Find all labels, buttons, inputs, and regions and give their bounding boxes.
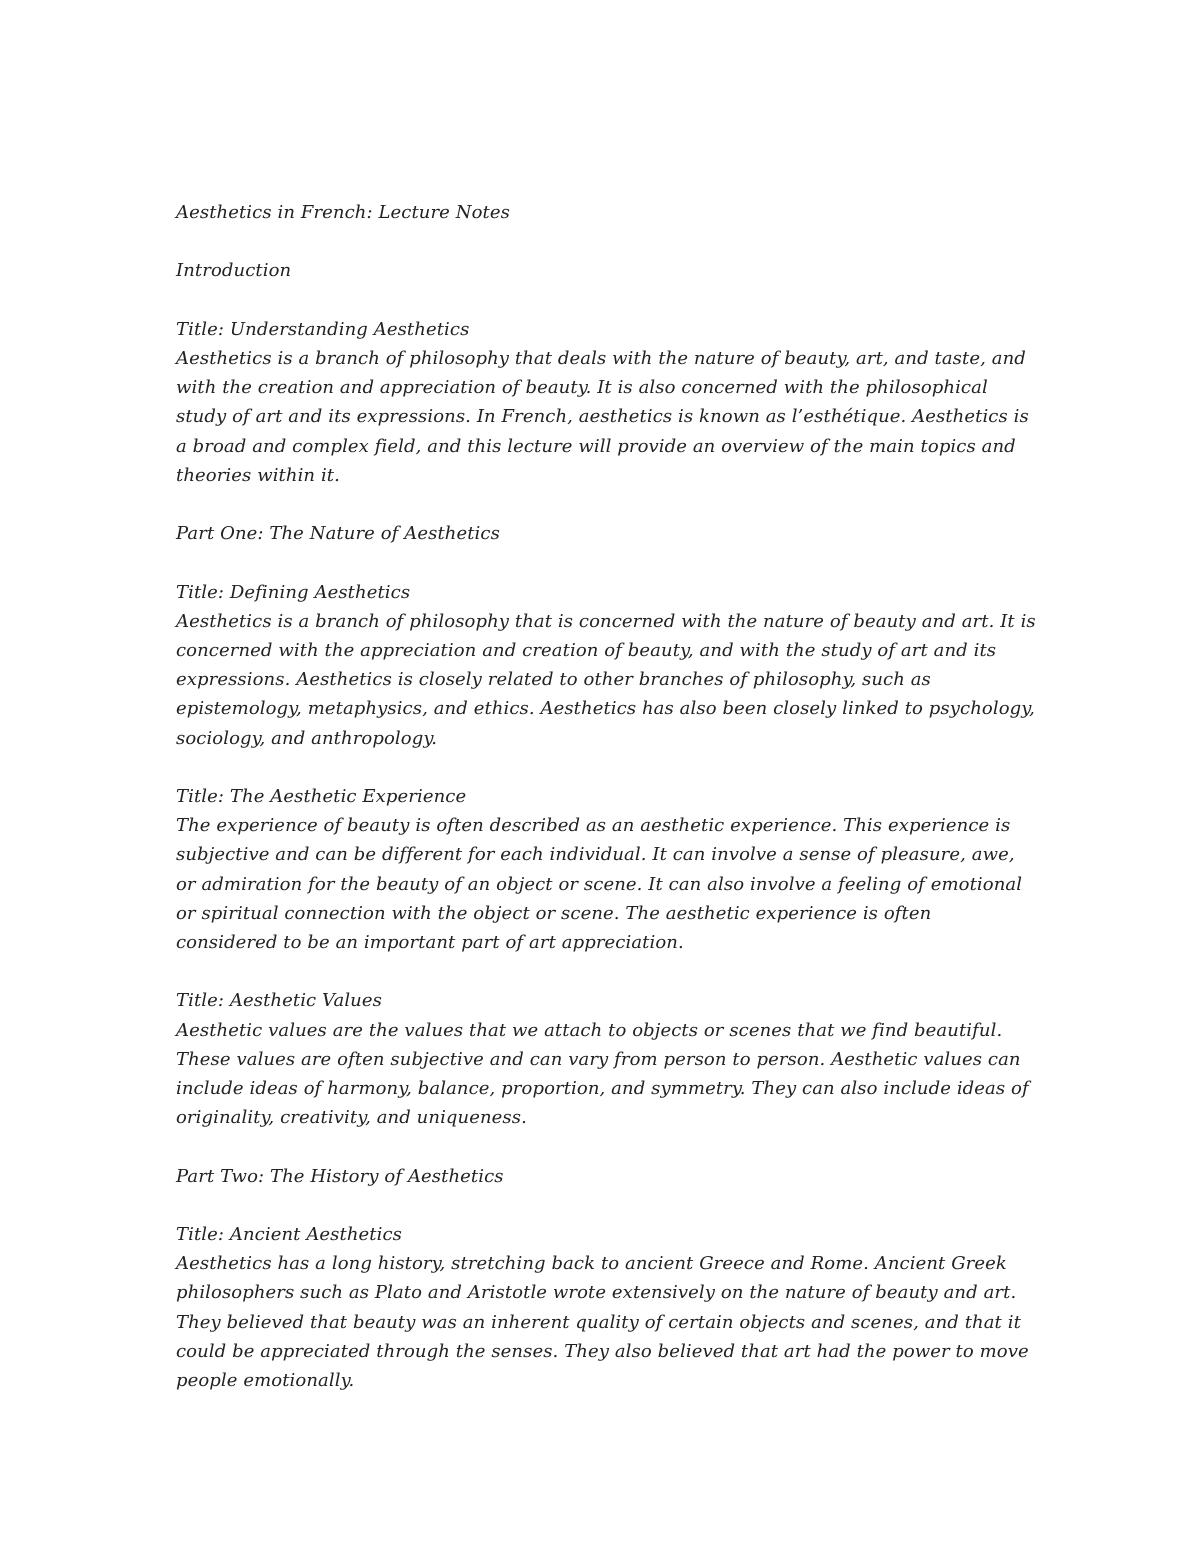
- section-body: Aesthetic values are the values that we attach to objects or scenes that we find beautiful. These values are often subjective and can vary from person to person. Aesthetic values can include ideas of harmony, balance, proportion, and symmetry. They can also include ideas of originality, creativity, and uniqueness.: [176, 1019, 1029, 1129]
- document-title: Aesthetics in French: Lecture Notes: [176, 202, 510, 223]
- section-title: Title: Defining Aesthetics: [176, 581, 411, 603]
- section-title: Title: Ancient Aesthetics: [176, 1223, 402, 1245]
- section-title: Title: Understanding Aesthetics: [176, 318, 470, 340]
- section-body: Aesthetics is a branch of philosophy that is concerned with the nature of beauty and art. It is concerned with the appreciation and creation of beauty, and with the study of art and its expressions. Aesthetics is closely related to other branches of philosophy, such as epistemology, metaphysics, and ethics. Aesthetics has also been closely linked to psychology, sociology, and anthropology.: [176, 610, 1036, 749]
- section-body: Aesthetics has a long history, stretching back to ancient Greece and Rome. Ancient Greek philosophers such as Plato and Aristotle wrote extensively on the nature of beauty and art. They believed that beauty was an inherent quality of certain objects and scenes, and that it could be appreciated through the senses. They also believed that art had the power to move people emotionally.: [176, 1253, 1029, 1391]
- section-title: Title: The Aesthetic Experience: [176, 785, 467, 807]
- introduction-heading: Introduction: [176, 260, 292, 282]
- section-aesthetic-experience: [176, 782, 1036, 957]
- section-body: Aesthetics is a branch of philosophy that deals with the nature of beauty, art, and taste, and with the creation and appreciation of beauty. It is also concerned with the philosophical study of art and its expressions. In French, aesthetics is known as l’esthétique. Aesthetics is a broad and complex field, and this lecture will provide an overview of the main topics and theories within it.: [176, 347, 1029, 486]
- section-ancient-aesthetics: [176, 1220, 1036, 1395]
- document-page: [176, 198, 1036, 1424]
- part-heading: Part Two: The History of Aesthetics: [176, 1165, 504, 1187]
- section-understanding-aesthetics: [176, 315, 1036, 490]
- section-title: Title: Aesthetic Values: [176, 990, 382, 1012]
- part-heading: Part One: The Nature of Aesthetics: [176, 523, 500, 545]
- section-aesthetic-values: [176, 986, 1036, 1132]
- section-defining-aesthetics: [176, 578, 1036, 753]
- section-body: The experience of beauty is often described as an aesthetic experience. This experience is subjective and can be different for each individual. It can involve a sense of pleasure, awe, or admiration for the beauty of an object or scene. It can also involve a feeling of emotional or spiritual connection with the object or scene. The aesthetic experience is often considered to be an important part of art appreciation.: [176, 815, 1023, 953]
